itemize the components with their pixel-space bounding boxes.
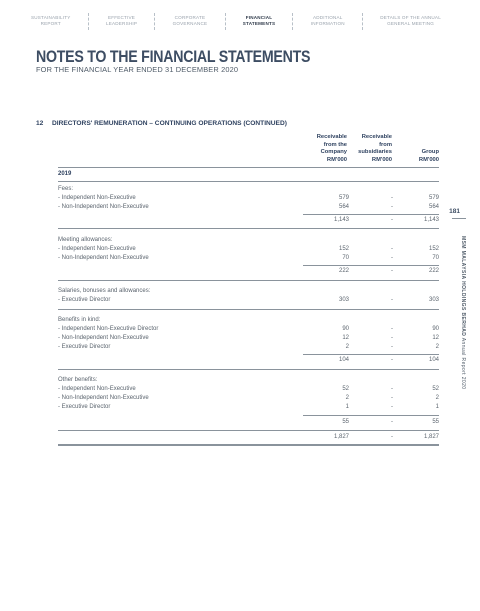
table-row: [58, 245, 439, 254]
subsidiaries-value: -: [391, 344, 393, 350]
company-value: 52: [342, 386, 349, 392]
company-value: 2: [345, 344, 349, 350]
nav-corporate-governance[interactable]: [169, 15, 212, 27]
row-label: - Non-Independent Non-Executive: [58, 255, 149, 261]
group-value: 2: [435, 344, 439, 350]
section-heading: [36, 120, 287, 127]
nav-label: INFORMATION: [310, 21, 345, 26]
nav-additional-information[interactable]: [307, 15, 349, 27]
row-label: - Executive Director: [58, 404, 111, 410]
row-label: - Non-Independent Non-Executive: [58, 335, 149, 341]
subtotal-row: [58, 267, 439, 276]
group-heading-label: Meeting allowances:: [58, 237, 113, 243]
page-title: NOTES TO THE FINANCIAL STATEMENTS: [36, 48, 311, 66]
nav-label: ADDITIONAL: [312, 15, 343, 20]
company-value: 152: [338, 246, 349, 252]
year-rule: [58, 181, 439, 182]
table-row: [58, 325, 439, 334]
subsidiaries-value: -: [391, 335, 393, 341]
subsidiaries-value: -: [391, 255, 393, 261]
company-value: 12: [342, 335, 349, 341]
group-heading-label: Other benefits:: [58, 377, 98, 383]
company-value: 70: [342, 255, 349, 261]
subsidiaries-value: -: [391, 217, 393, 223]
company-value: 1: [345, 404, 349, 410]
nav-effective-leadership[interactable]: [102, 15, 141, 27]
nav-label: GOVERNANCE: [172, 21, 208, 26]
group-heading: [58, 287, 439, 296]
table-row: [58, 394, 439, 403]
subtotal-row: [58, 418, 439, 427]
group-value: 2: [435, 395, 439, 401]
column-header-company: [317, 134, 347, 164]
subsidiaries-value: -: [391, 404, 393, 410]
group-heading: [58, 185, 439, 194]
nav-divider: [154, 13, 155, 30]
section-title: DIRECTORS' REMUNERATION – CONTINUING OPERATIONS (CONTINUED): [52, 120, 287, 127]
table-row: [58, 334, 439, 343]
top-navigation: [27, 15, 445, 30]
group-value: 1: [435, 404, 439, 410]
subsidiaries-value: -: [391, 268, 393, 274]
group-value: 579: [428, 195, 439, 201]
grand-total-row: [58, 433, 439, 442]
row-label: - Independent Non-Executive Director: [58, 326, 159, 332]
column-header-subsidiaries: [358, 134, 392, 164]
table-row: [58, 385, 439, 394]
row-label: - Independent Non-Executive: [58, 386, 136, 392]
subtotal-rule: [303, 265, 439, 266]
subsidiaries-value: -: [391, 386, 393, 392]
group-value: 52: [432, 386, 439, 392]
column-header-line: Receivable: [316, 134, 347, 140]
row-label: - Non-Independent Non-Executive: [58, 395, 149, 401]
group-heading: [58, 236, 439, 245]
column-header-line: from the: [323, 141, 347, 148]
table-row: [58, 254, 439, 263]
table-row: [58, 403, 439, 412]
group-value: 1,827: [423, 434, 439, 440]
group-rule: [58, 228, 439, 229]
table-row: [58, 203, 439, 212]
nav-label: LEADERSHIP: [105, 21, 138, 26]
report-name: Annual Report 2020: [460, 337, 466, 390]
company-name: MSM MALAYSIA HOLDINGS BERHAD: [460, 236, 466, 337]
group-value: 104: [428, 357, 439, 363]
group-heading: [58, 316, 439, 325]
page-number-rule: [452, 218, 466, 219]
nav-label: CORPORATE: [174, 15, 206, 20]
group-rule: [58, 430, 439, 431]
subsidiaries-value: -: [391, 246, 393, 252]
nav-label: GENERAL MEETING: [387, 21, 435, 26]
group-value: 70: [432, 255, 439, 261]
group-value: 55: [432, 419, 439, 425]
row-label: - Executive Director: [58, 297, 111, 303]
subsidiaries-value: -: [391, 419, 393, 425]
grand-total-rule: [58, 444, 439, 446]
row-label: - Independent Non-Executive: [58, 246, 136, 252]
table-row: [58, 296, 439, 305]
subsidiaries-value: -: [391, 357, 393, 363]
group-rule: [58, 280, 439, 281]
group-heading-label: Salaries, bonuses and allowances:: [58, 288, 151, 294]
subsidiaries-value: -: [391, 326, 393, 332]
page-number: 181: [449, 208, 460, 215]
subtotal-rule: [303, 214, 439, 215]
subtotal-row: [58, 356, 439, 365]
company-value: 55: [342, 419, 349, 425]
subsidiaries-value: -: [391, 297, 393, 303]
row-label: - Executive Director: [58, 344, 111, 350]
group-heading: [58, 376, 439, 385]
nav-divider: [362, 13, 363, 30]
nav-label: DETAILS OF THE ANNUAL: [380, 15, 441, 20]
nav-sustainability-report[interactable]: [27, 15, 74, 27]
group-value: 152: [428, 246, 439, 252]
table-row: [58, 343, 439, 352]
column-header-line: Company: [320, 149, 347, 156]
group-value: 1,143: [423, 217, 439, 223]
group-value: 564: [428, 204, 439, 210]
table-row: [58, 194, 439, 203]
column-header-line: RM'000: [326, 156, 347, 163]
group-value: 90: [432, 326, 439, 332]
nav-divider: [292, 13, 293, 30]
year-label: 2019: [58, 171, 72, 177]
nav-divider: [88, 13, 89, 30]
column-header-line: from: [379, 141, 392, 148]
subsidiaries-value: -: [391, 395, 393, 401]
subsidiaries-value: -: [391, 434, 393, 440]
company-value: 104: [338, 357, 349, 363]
group-rule: [58, 309, 439, 310]
company-value: 2: [345, 395, 349, 401]
subtotal-row: [58, 216, 439, 225]
subtotal-rule: [303, 354, 439, 355]
column-header-line: RM'000: [371, 156, 392, 163]
group-heading-label: Benefits in kind:: [58, 317, 101, 323]
group-value: 222: [428, 268, 439, 274]
nav-label: REPORT: [40, 21, 61, 26]
nav-label: SUSTAINABILITY: [31, 15, 71, 20]
company-value: 303: [338, 297, 349, 303]
table-header-rule: [58, 167, 439, 168]
section-number: 12: [36, 120, 44, 127]
column-header-group: [419, 149, 439, 164]
row-label: - Independent Non-Executive: [58, 195, 136, 201]
column-header-line: RM'000: [418, 156, 439, 163]
column-header-line: Group: [421, 149, 439, 155]
group-heading-label: Fees:: [58, 186, 74, 192]
company-value: 90: [342, 326, 349, 332]
company-value: 564: [338, 204, 349, 210]
group-value: 303: [428, 297, 439, 303]
company-value: 579: [338, 195, 349, 201]
company-value: 222: [338, 268, 349, 274]
group-rule: [58, 369, 439, 370]
column-header-line: Receivable: [361, 134, 392, 140]
company-value: 1,143: [333, 217, 349, 223]
side-report-title: [460, 236, 466, 389]
column-header-line: subsidiaries: [358, 149, 392, 156]
nav-label: FINANCIAL: [245, 15, 273, 20]
nav-label: EFFECTIVE: [108, 15, 136, 20]
page-subtitle: FOR THE FINANCIAL YEAR ENDED 31 DECEMBER 2020: [36, 65, 239, 74]
nav-agm-details[interactable]: [376, 15, 445, 27]
year-row: [58, 170, 439, 179]
nav-financial-statements[interactable]: [239, 15, 279, 27]
group-value: 12: [432, 335, 439, 341]
row-label: - Non-Independent Non-Executive: [58, 204, 149, 210]
subtotal-rule: [303, 415, 439, 416]
nav-divider: [225, 13, 226, 30]
subsidiaries-value: -: [391, 204, 393, 210]
company-value: 1,827: [333, 434, 349, 440]
subsidiaries-value: -: [391, 195, 393, 201]
nav-label: STATEMENTS: [242, 21, 276, 26]
